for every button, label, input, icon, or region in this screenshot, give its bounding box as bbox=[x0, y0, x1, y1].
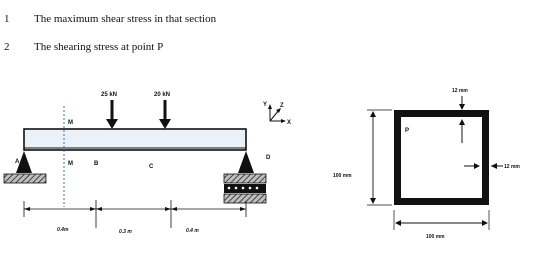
roller-support-d bbox=[224, 151, 266, 203]
height-dimension bbox=[367, 110, 392, 205]
point-c-label: C bbox=[149, 164, 154, 170]
top-wall-label: 12 mm bbox=[452, 88, 468, 94]
load-arrow-2 bbox=[159, 100, 171, 129]
load-2-label: 20 kN bbox=[154, 92, 171, 98]
question-1-number: 1 bbox=[4, 13, 10, 25]
load-arrow-1 bbox=[106, 100, 118, 129]
axis-y-label: Y bbox=[263, 102, 268, 108]
hollow-square-section bbox=[394, 110, 489, 205]
beam bbox=[24, 129, 246, 150]
span-ab-label: 0.4m bbox=[57, 227, 69, 233]
section-m-top: M bbox=[68, 120, 73, 126]
question-2-number: 2 bbox=[4, 41, 10, 53]
question-1-text: The maximum shear stress in that section bbox=[34, 13, 217, 25]
point-d-label: D bbox=[266, 155, 271, 161]
pin-support-a bbox=[4, 151, 46, 183]
side-wall-label: 12 mm bbox=[504, 164, 520, 170]
span-dimension-lines bbox=[24, 200, 246, 228]
point-a-label: A bbox=[15, 159, 20, 165]
load-1-label: 25 kN bbox=[101, 92, 118, 98]
height-label: 100 mm bbox=[333, 173, 352, 179]
axis-z-label: Z bbox=[280, 103, 284, 109]
point-p-label: P bbox=[405, 128, 410, 134]
span-cd-label: 0.4 m bbox=[186, 228, 199, 234]
width-label: 100 mm bbox=[426, 234, 445, 240]
point-b-label: B bbox=[94, 161, 99, 167]
span-bc-label: 0.3 m bbox=[119, 229, 132, 235]
axis-x-label: X bbox=[287, 120, 292, 126]
section-m-bottom: M bbox=[68, 161, 73, 167]
question-2-text: The shearing stress at point P bbox=[34, 41, 164, 53]
width-dimension bbox=[394, 210, 489, 230]
